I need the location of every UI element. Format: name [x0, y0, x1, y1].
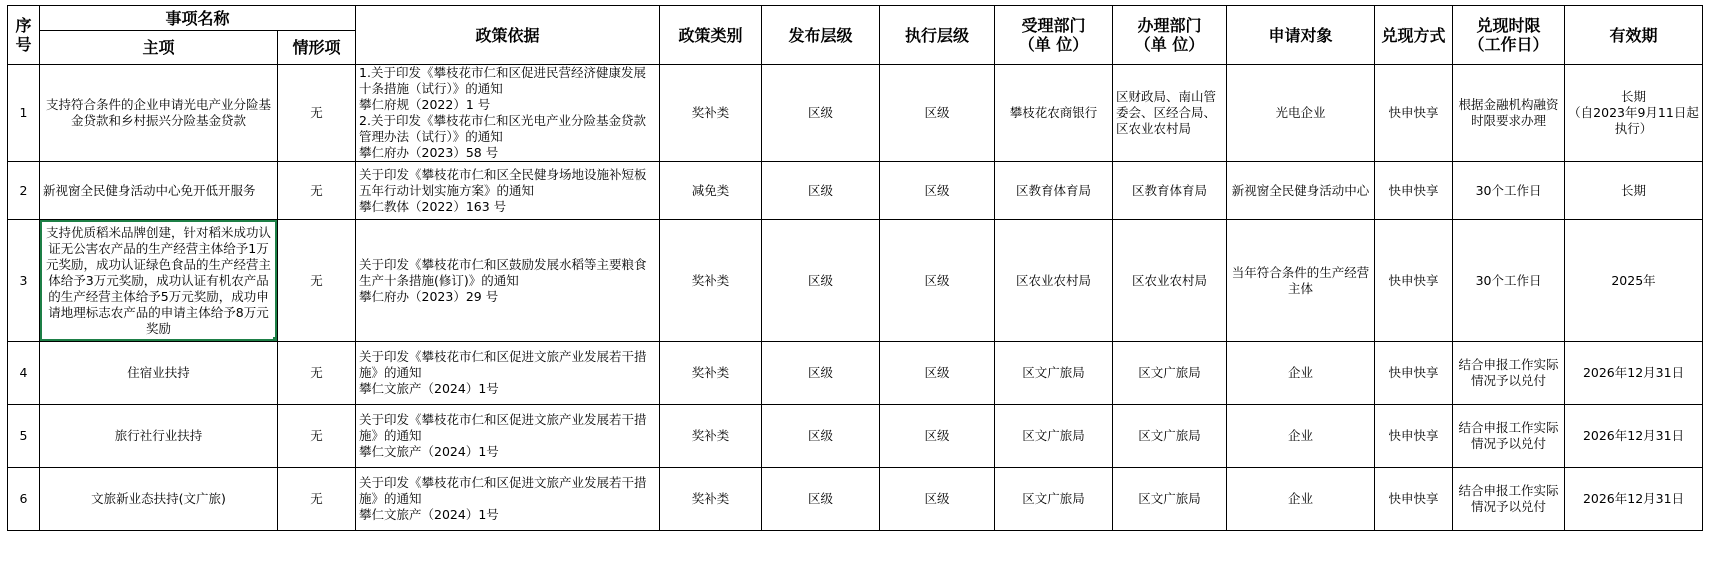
header-handle-dept[interactable]: 办理部门 （单 位）: [1113, 6, 1227, 65]
cell-redeem-method[interactable]: 快申快享: [1375, 342, 1453, 405]
table-row: [8, 342, 1703, 405]
cell-policy-type[interactable]: 减免类: [660, 162, 762, 220]
cell-redeem-time[interactable]: 30个工作日: [1453, 220, 1565, 342]
cell-exec-level[interactable]: 区级: [880, 65, 995, 162]
cell-redeem-method[interactable]: 快申快享: [1375, 65, 1453, 162]
header-accept-dept[interactable]: 受理部门 （单 位）: [995, 6, 1113, 65]
cell-redeem-method[interactable]: 快申快享: [1375, 405, 1453, 468]
cell-policy-type[interactable]: 奖补类: [660, 405, 762, 468]
cell-exec-level[interactable]: 区级: [880, 468, 995, 531]
cell-policy-basis[interactable]: 关于印发《攀枝花市仁和区促进文旅产业发展若干措施》的通知 攀仁文旅产（2024）1号: [356, 405, 660, 468]
cell-exec-level[interactable]: 区级: [880, 220, 995, 342]
cell-exec-level[interactable]: 区级: [880, 162, 995, 220]
cell-policy-basis[interactable]: 关于印发《攀枝花市仁和区促进文旅产业发展若干措施》的通知 攀仁文旅产（2024）1号: [356, 342, 660, 405]
cell-seq[interactable]: 3: [8, 220, 40, 342]
cell-validity[interactable]: 2026年12月31日: [1565, 468, 1703, 531]
cell-handle-dept[interactable]: 区文广旅局: [1113, 468, 1227, 531]
cell-applicant[interactable]: 企业: [1227, 405, 1375, 468]
cell-redeem-method[interactable]: 快申快享: [1375, 220, 1453, 342]
cell-applicant[interactable]: 光电企业: [1227, 65, 1375, 162]
header-redeem-time[interactable]: 兑现时限 （工作日）: [1453, 6, 1565, 65]
cell-policy-type[interactable]: 奖补类: [660, 342, 762, 405]
cell-publish-level[interactable]: 区级: [762, 162, 880, 220]
cell-validity[interactable]: 长期 （自2023年9月11日起执行）: [1565, 65, 1703, 162]
cell-publish-level[interactable]: 区级: [762, 468, 880, 531]
cell-policy-basis[interactable]: 关于印发《攀枝花市仁和区促进文旅产业发展若干措施》的通知 攀仁文旅产（2024）1号: [356, 468, 660, 531]
cell-publish-level[interactable]: 区级: [762, 65, 880, 162]
cell-accept-dept[interactable]: 区文广旅局: [995, 342, 1113, 405]
cell-situation[interactable]: 无: [278, 405, 356, 468]
cell-validity[interactable]: 2026年12月31日: [1565, 405, 1703, 468]
cell-redeem-time[interactable]: 根据金融机构融资时限要求办理: [1453, 65, 1565, 162]
cell-accept-dept[interactable]: 区农业农村局: [995, 220, 1113, 342]
cell-accept-dept[interactable]: 区文广旅局: [995, 405, 1113, 468]
cell-main-item[interactable]: 旅行社行业扶持: [40, 405, 278, 468]
cell-seq[interactable]: 1: [8, 65, 40, 162]
cell-publish-level[interactable]: 区级: [762, 220, 880, 342]
policy-table: [7, 5, 1703, 531]
table-row: [8, 162, 1703, 220]
cell-policy-type[interactable]: 奖补类: [660, 65, 762, 162]
cell-main-item-selected[interactable]: [40, 220, 278, 342]
cell-main-item[interactable]: 支持符合条件的企业申请光电产业分险基金贷款和乡村振兴分险基金贷款: [40, 65, 278, 162]
cell-policy-type[interactable]: 奖补类: [660, 220, 762, 342]
cell-redeem-time[interactable]: 结合申报工作实际情况予以兑付: [1453, 405, 1565, 468]
cell-seq[interactable]: 2: [8, 162, 40, 220]
cell-main-item[interactable]: 新视窗全民健身活动中心免开低开服务: [40, 162, 278, 220]
cell-policy-basis[interactable]: 关于印发《攀枝花市仁和区全民健身场地设施补短板五年行动计划实施方案》的通知 攀仁教体（2022）163 号: [356, 162, 660, 220]
cell-accept-dept[interactable]: 攀枝花农商银行: [995, 65, 1113, 162]
cell-policy-basis[interactable]: 关于印发《攀枝花市仁和区鼓励发展水稻等主要粮食生产十条措施(修订)》的通知 攀仁府办（2023）29 号: [356, 220, 660, 342]
header-applicant[interactable]: 申请对象: [1227, 6, 1375, 65]
cell-exec-level[interactable]: 区级: [880, 342, 995, 405]
header-situation-item[interactable]: 情形项: [278, 31, 356, 65]
cell-main-item[interactable]: 文旅新业态扶持(文广旅): [40, 468, 278, 531]
cell-policy-type[interactable]: 奖补类: [660, 468, 762, 531]
cell-redeem-method[interactable]: 快申快享: [1375, 162, 1453, 220]
cell-validity[interactable]: 长期: [1565, 162, 1703, 220]
header-policy-basis[interactable]: 政策依据: [356, 6, 660, 65]
cell-handle-dept[interactable]: 区财政局、南山管委会、区经合局、区农业农村局: [1113, 65, 1227, 162]
cell-validity[interactable]: 2025年: [1565, 220, 1703, 342]
cell-seq[interactable]: 6: [8, 468, 40, 531]
cell-redeem-time[interactable]: 结合申报工作实际情况予以兑付: [1453, 468, 1565, 531]
cell-seq[interactable]: 5: [8, 405, 40, 468]
cell-handle-dept[interactable]: 区文广旅局: [1113, 405, 1227, 468]
cell-handle-dept[interactable]: 区文广旅局: [1113, 342, 1227, 405]
cell-exec-level[interactable]: 区级: [880, 405, 995, 468]
cell-applicant[interactable]: 企业: [1227, 342, 1375, 405]
cell-situation[interactable]: 无: [278, 342, 356, 405]
cell-seq[interactable]: 4: [8, 342, 40, 405]
cell-situation[interactable]: 无: [278, 468, 356, 531]
selection-fill-handle[interactable]: [273, 337, 278, 342]
cell-redeem-time[interactable]: 30个工作日: [1453, 162, 1565, 220]
table-row: [8, 220, 1703, 342]
cell-main-item-text: 支持优质稻米品牌创建，针对稻米成功认证无公害农产品的生产经营主体给予1万元奖励，成功认证绿色食品的生产经营主体给予3万元奖励，成功认证有机农产品的生产经营主体给予5万元奖励，成功申请地理标志农产品的申请主体给予8万元奖励: [45, 224, 271, 336]
cell-policy-basis[interactable]: 1.关于印发《攀枝花市仁和区促进民营经济健康发展十条措施（试行）》的通知 攀仁府规（2022）1 号 2.关于印发《攀枝花市仁和区光电产业分险基金贷款管理办法（试行）》的通知 攀仁府办（2023）58 号: [356, 65, 660, 162]
header-seq[interactable]: 序 号: [8, 6, 40, 65]
cell-publish-level[interactable]: 区级: [762, 342, 880, 405]
table-row: [8, 65, 1703, 162]
cell-situation[interactable]: 无: [278, 65, 356, 162]
table-row: [8, 468, 1703, 531]
header-publish-level[interactable]: 发布层级: [762, 6, 880, 65]
header-validity[interactable]: 有效期: [1565, 6, 1703, 65]
header-policy-type[interactable]: 政策类别: [660, 6, 762, 65]
cell-accept-dept[interactable]: 区教育体育局: [995, 162, 1113, 220]
cell-redeem-time[interactable]: 结合申报工作实际情况予以兑付: [1453, 342, 1565, 405]
cell-handle-dept[interactable]: 区农业农村局: [1113, 220, 1227, 342]
cell-applicant[interactable]: 企业: [1227, 468, 1375, 531]
cell-situation[interactable]: 无: [278, 220, 356, 342]
cell-main-item[interactable]: 住宿业扶持: [40, 342, 278, 405]
header-item-name[interactable]: 事项名称: [40, 6, 356, 31]
cell-applicant[interactable]: 新视窗全民健身活动中心: [1227, 162, 1375, 220]
header-redeem-method[interactable]: 兑现方式: [1375, 6, 1453, 65]
cell-redeem-method[interactable]: 快申快享: [1375, 468, 1453, 531]
cell-accept-dept[interactable]: 区文广旅局: [995, 468, 1113, 531]
table-row: [8, 405, 1703, 468]
header-main-item[interactable]: 主项: [40, 31, 278, 65]
header-exec-level[interactable]: 执行层级: [880, 6, 995, 65]
cell-situation[interactable]: 无: [278, 162, 356, 220]
cell-handle-dept[interactable]: 区教育体育局: [1113, 162, 1227, 220]
cell-validity[interactable]: 2026年12月31日: [1565, 342, 1703, 405]
cell-publish-level[interactable]: 区级: [762, 405, 880, 468]
cell-applicant[interactable]: 当年符合条件的生产经营主体: [1227, 220, 1375, 342]
